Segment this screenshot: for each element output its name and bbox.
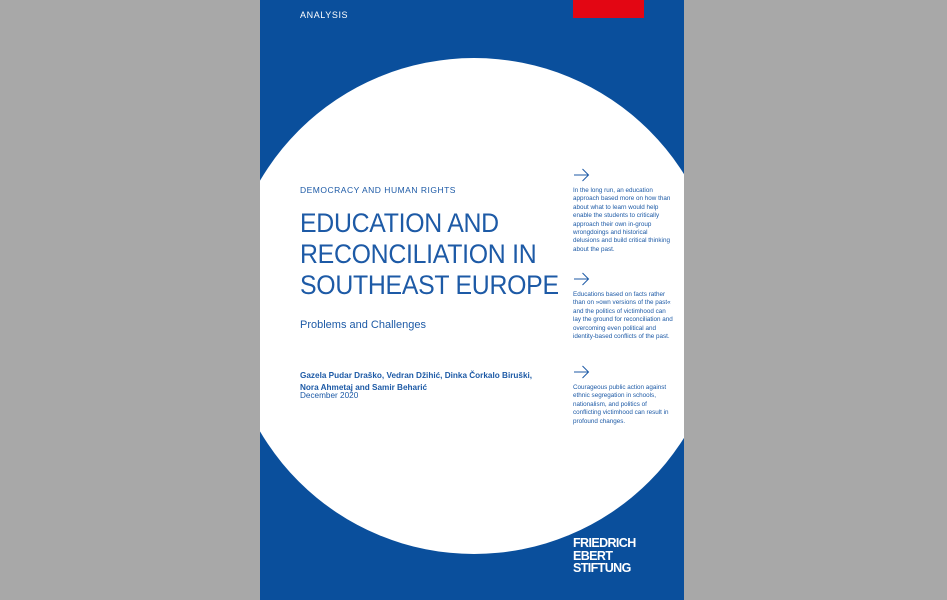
key-point xyxy=(573,365,673,426)
authors-line: Nora Ahmetaj and Samir Beharić xyxy=(300,383,428,392)
key-point xyxy=(573,168,673,254)
logo-line: STIFTUNG xyxy=(573,561,631,575)
key-point xyxy=(573,272,673,341)
analysis-label: ANALYSIS xyxy=(300,10,349,20)
key-point-text: Courageous public action against ethnic segregation in schools, nationalism, and politics of conflicting victimhood can result in profound changes. xyxy=(573,384,669,425)
logo-line: FRIEDRICH xyxy=(573,536,636,550)
logo-line: EBERT xyxy=(573,548,613,563)
arrow-right-icon xyxy=(573,168,590,182)
publication-date: December 2020 xyxy=(300,391,359,400)
title-line: SOUTHEAST EUROPE xyxy=(300,270,559,300)
title-line: RECONCILIATION IN xyxy=(300,239,537,269)
title-line: EDUCATION AND xyxy=(300,208,499,238)
report-cover xyxy=(260,0,684,600)
arrow-right-icon xyxy=(573,272,590,286)
arrow-right-icon xyxy=(573,365,590,379)
key-point-text: In the long run, an education approach based more on how than about what to learn would help enable the students to critically approach their own in-group wrongdoings and historical delusions and build critical thinking about the past. xyxy=(573,187,671,253)
category-label: DEMOCRACY AND HUMAN RIGHTS xyxy=(300,185,456,195)
key-point-text: Educations based on facts rather than on »own versions of the past« and the politics of victimhood can lay the ground for reconciliation and overcoming even political and identity-based conflicts of the past. xyxy=(573,291,673,341)
report-subtitle: Problems and Challenges xyxy=(300,319,426,331)
red-accent-tab xyxy=(573,0,644,18)
report-title xyxy=(300,208,558,301)
authors-line: Gazela Pudar Draško, Vedran Džihić, Dinka Čorkalo Biruški, xyxy=(300,371,533,380)
fes-logo xyxy=(573,537,653,575)
